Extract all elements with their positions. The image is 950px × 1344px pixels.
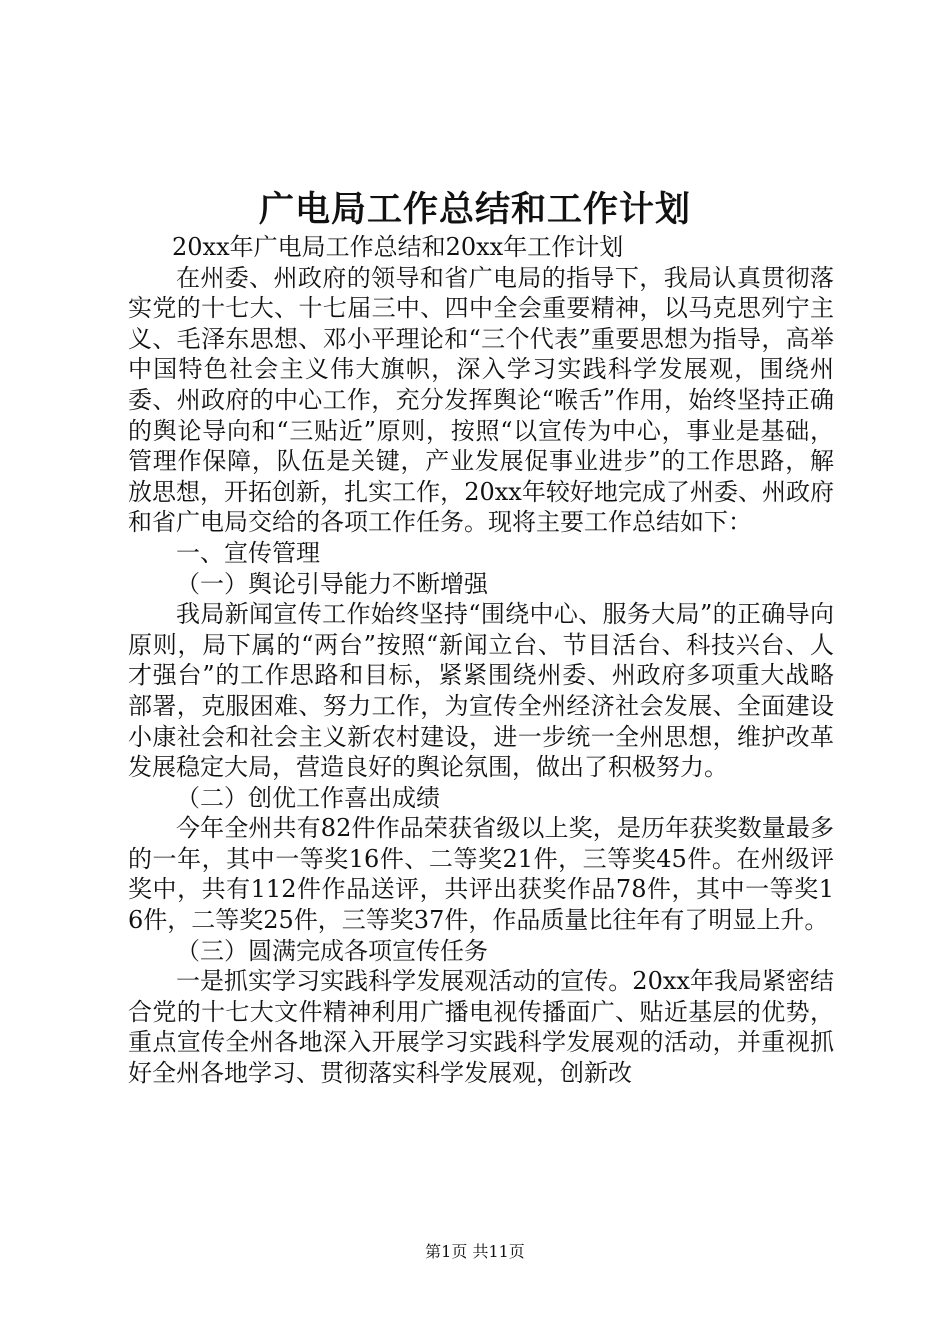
document-subtitle: 20xx年广电局工作总结和20xx年工作计划 <box>172 233 624 261</box>
subsection-heading: （二）创优工作喜出成绩 <box>176 783 440 812</box>
subsection-heading: （三）圆满完成各项宣传任务 <box>176 936 488 965</box>
document-title: 广电局工作总结和工作计划 <box>258 189 691 230</box>
page-number-footer: 第1页 共11页 <box>425 1242 525 1261</box>
body-paragraph: 我局新闻宣传工作始终坚持“围绕中心、服务大局”的正确导向原则，局下属的“两台”按照“新闻立台、节目活台、科技兴台、人才强台”的工作思路和目标，紧紧围绕州委、州政府多项重大战略部署，克服困难、努力工作，为宣传全州经济社会发展、全面建设小康社会和社会主义新农村建设，进一步统一全州思想，维护改革发展稳定大局，营造良好的舆论氛围，做出了积极努力。 <box>128 600 834 782</box>
document-body <box>128 232 834 1089</box>
body-paragraph: 一是抓实学习实践科学发展观活动的宣传。20xx年我局紧密结合党的十七大文件精神利用广播电视传播面广、贴近基层的优势，重点宣传全州各地深入开展学习实践科学发展观的活动，并重视抓好全州各地学习、贯彻落实科学发展观，创新改 <box>128 967 834 1088</box>
body-paragraph: 在州委、州政府的领导和省广电局的指导下，我局认真贯彻落实党的十七大、十七届三中、四中全会重要精神，以马克思列宁主义、毛泽东思想、邓小平理论和“三个代表”重要思想为指导，高举中国特色社会主义伟大旗帜，深入学习实践科学发展观，围绕州委、州政府的中心工作，充分发挥舆论“喉舌”作用，始终坚持正确的舆论导向和“三贴近”原则，按照“以宣传为中心，事业是基础，管理作保障，队伍是关键，产业发展促事业进步”的工作思路，解放思想，开拓创新，扎实工作，20xx年较好地完成了州委、州政府和省广电局交给的各项工作任务。现将主要工作总结如下： <box>128 263 834 537</box>
subsection-heading: （一）舆论引导能力不断增强 <box>176 569 488 598</box>
section-heading: 一、宣传管理 <box>176 538 320 567</box>
body-paragraph: 今年全州共有82件作品荣获省级以上奖，是历年获奖数量最多的一年，其中一等奖16件、二等奖21件，三等奖45件。在州级评奖中，共有112件作品送评，共评出获奖作品78件，其中一等奖16件，二等奖25件，三等奖37件，作品质量比往年有了明显上升。 <box>128 814 834 935</box>
